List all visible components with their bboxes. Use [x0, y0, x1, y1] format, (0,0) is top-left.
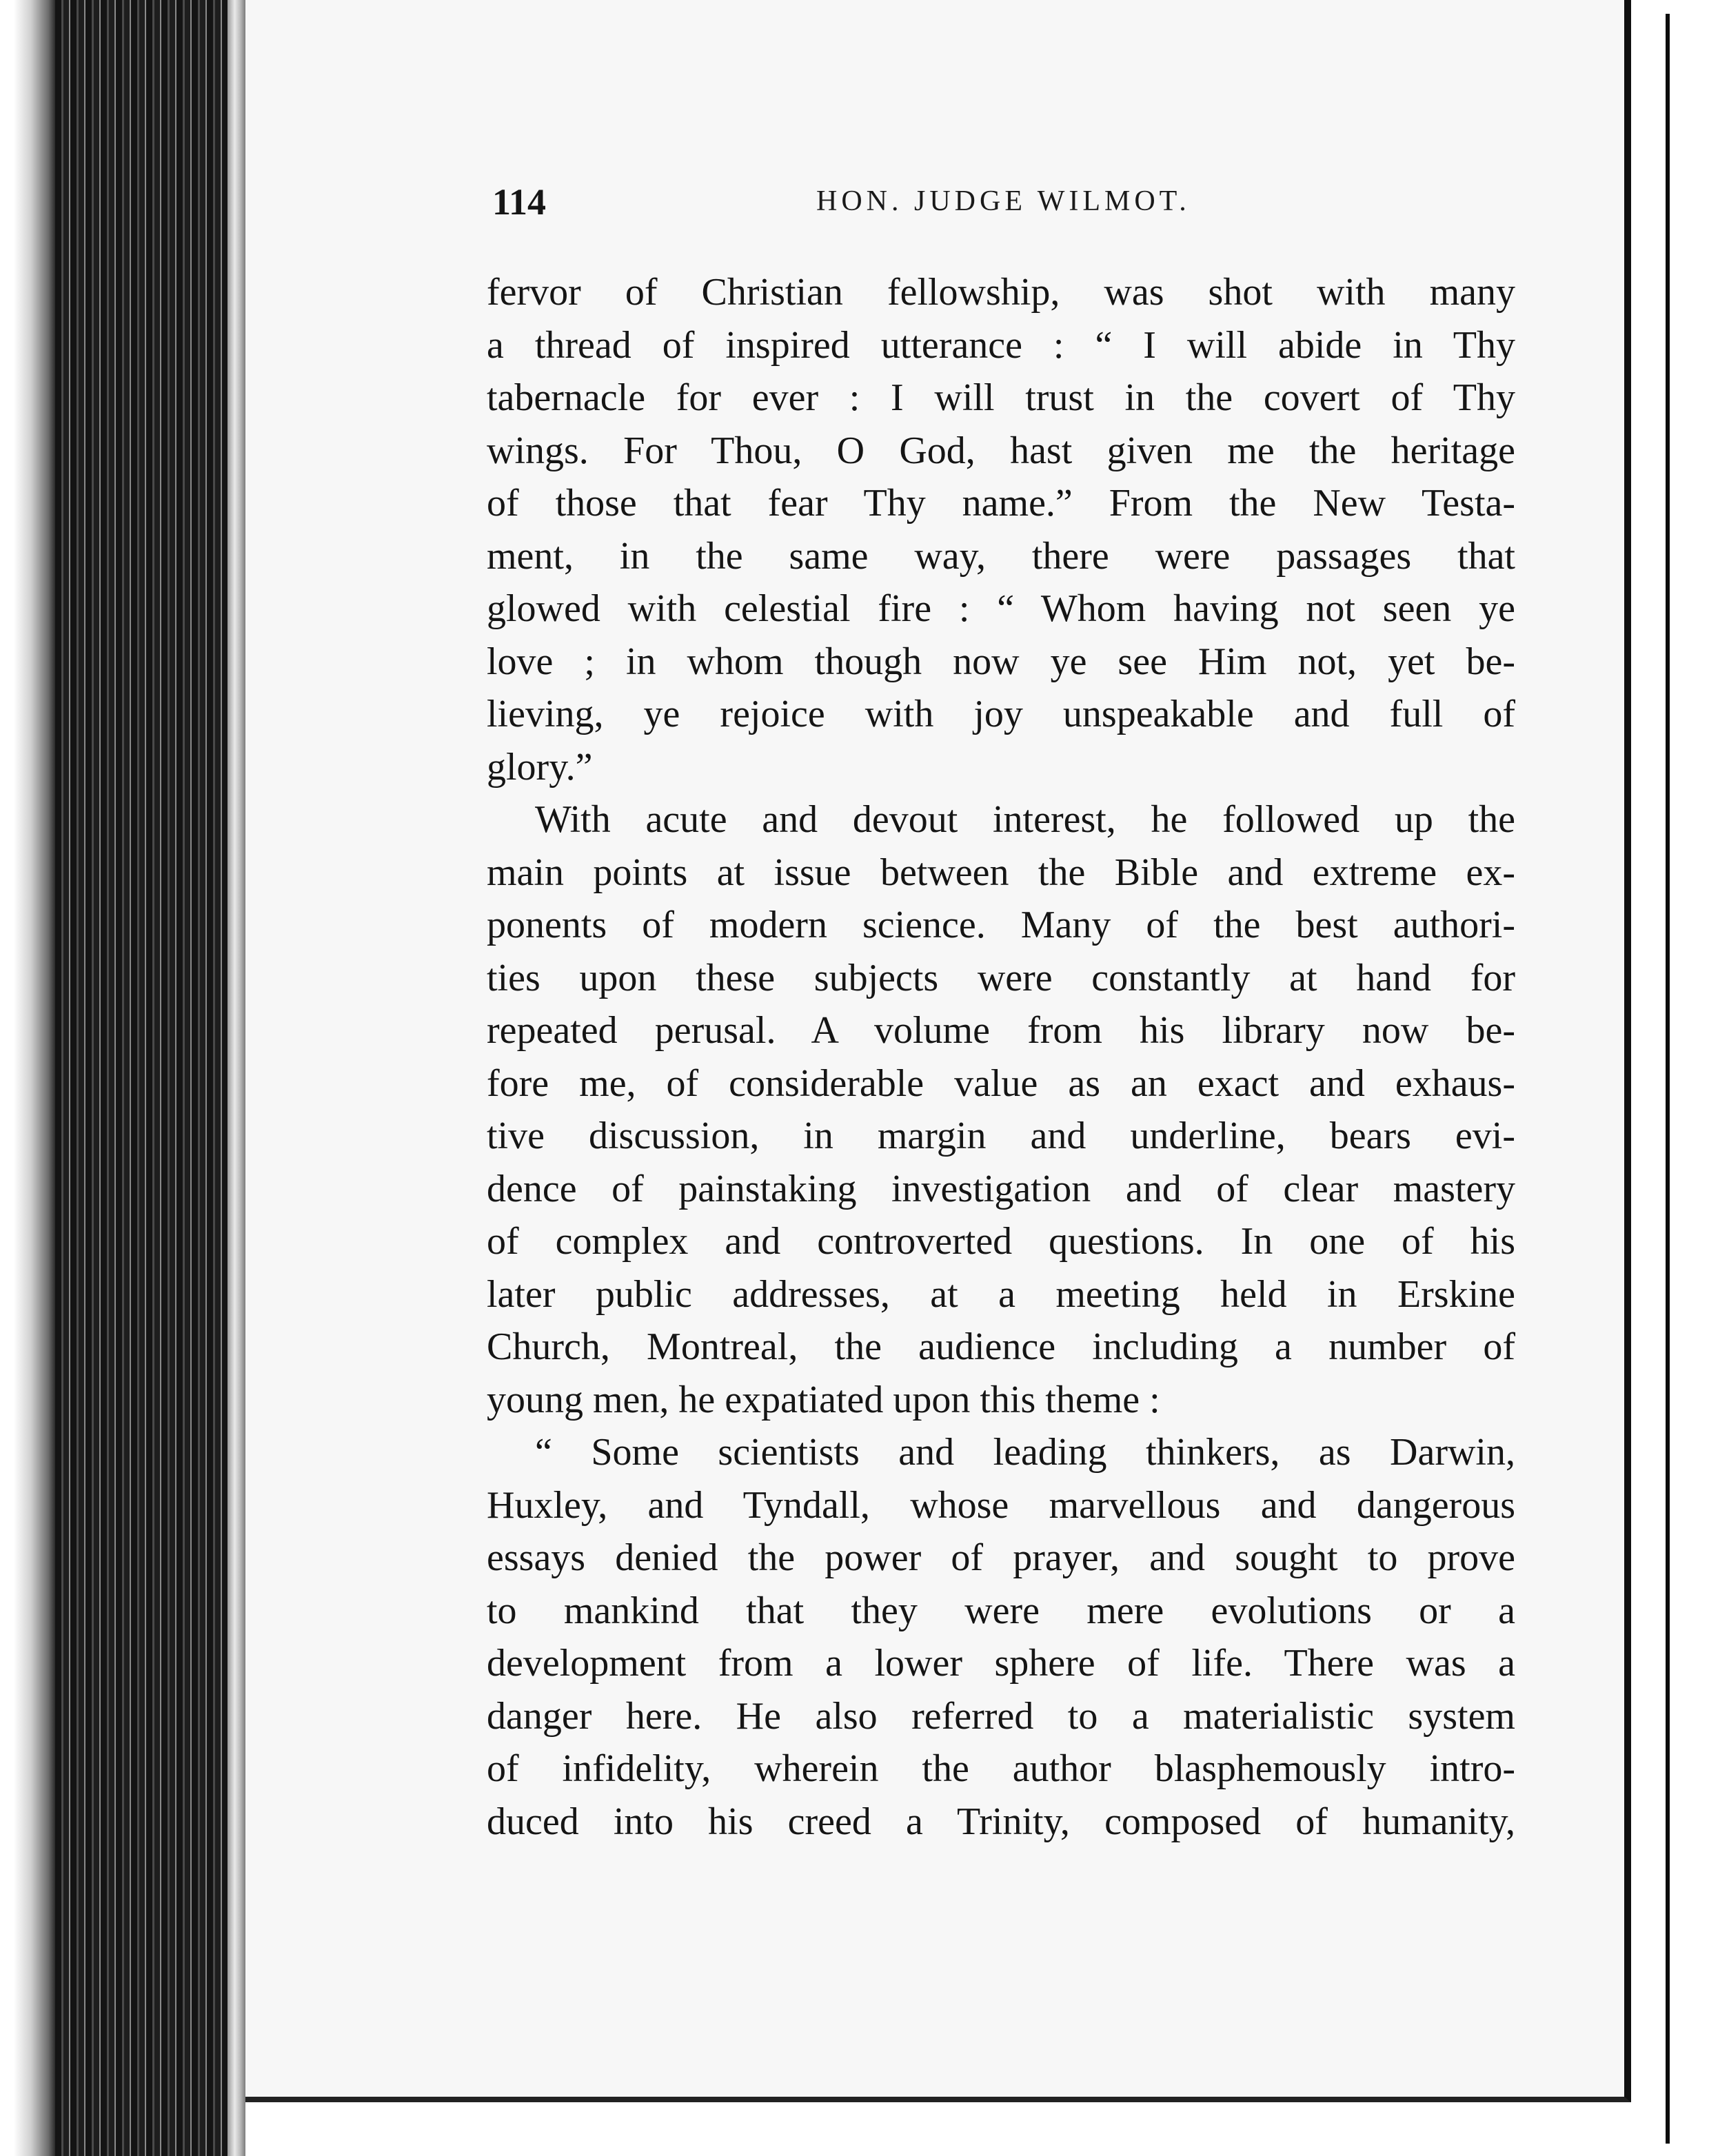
text-line: main points at issue between the Bible and extreme ex- [487, 851, 1515, 894]
text-line: ties upon these subjects were constantly at hand for [487, 956, 1515, 999]
text-line: tive discussion, in margin and underline, bears evi- [487, 1115, 1515, 1157]
running-head: HON. JUDGE WILMOT. [816, 185, 1191, 217]
page-header [492, 181, 1513, 229]
facing-page-edge [1666, 14, 1729, 2144]
page-number: 114 [492, 181, 547, 223]
text-line: danger here. He also referred to a materialistic system [487, 1694, 1515, 1738]
text-line: development from a lower sphere of life. There was a [487, 1642, 1515, 1685]
text-line: a thread of inspired utterance : “ I will abide in Thy [487, 323, 1515, 367]
page-gutter [228, 0, 245, 2156]
text-line: glory.” [487, 745, 593, 789]
text-line: of infidelity, wherein the author blasphemously intro- [487, 1747, 1515, 1790]
body-text [487, 266, 1515, 1848]
book-spine-stack [55, 0, 228, 2156]
text-line: fore me, of considerable value as an exact and exhaus- [487, 1061, 1515, 1105]
text-line: duced into his creed a Trinity, composed of humanity, [487, 1800, 1515, 1843]
text-line: tabernacle for ever : I will trust in the covert of Thy [487, 376, 1515, 419]
text-line: young men, he expatiated upon this theme : [487, 1378, 1160, 1421]
text-line: dence of painstaking investigation and of clear mastery [487, 1167, 1515, 1210]
text-line: Huxley, and Tyndall, whose marvellous and dangerous [487, 1483, 1515, 1527]
text-line: wings. For Thou, O God, hast given me the heritage [487, 429, 1515, 472]
text-line: Church, Montreal, the audience including a number of [487, 1325, 1515, 1368]
text-line: fervor of Christian fellowship, was shot with many [487, 271, 1515, 314]
text-line: love ; in whom though now ye see Him not, yet be- [487, 640, 1515, 683]
text-line: glowed with celestial fire : “ Whom having not seen ye [487, 587, 1515, 630]
text-line: of those that fear Thy name.” From the New Testa- [487, 482, 1515, 525]
text-line: of complex and controverted questions. In one of his [487, 1220, 1515, 1263]
text-line: to mankind that they were mere evolutions or a [487, 1589, 1515, 1632]
text-line: lieving, ye rejoice with joy unspeakable and full of [487, 693, 1515, 735]
text-line: ment, in the same way, there were passages that [487, 534, 1515, 578]
text-line: later public addresses, at a meeting held in Erskine [487, 1272, 1515, 1316]
text-line: “ Some scientists and leading thinkers, as Darwin, [535, 1431, 1515, 1474]
text-line: With acute and devout interest, he followed up the [535, 798, 1515, 841]
page-edge-left [0, 0, 55, 2156]
text-line: ponents of modern science. Many of the best authori- [487, 904, 1515, 946]
text-line: essays denied the power of prayer, and sought to prove [487, 1536, 1515, 1579]
text-line: repeated perusal. A volume from his library now be- [487, 1009, 1515, 1052]
